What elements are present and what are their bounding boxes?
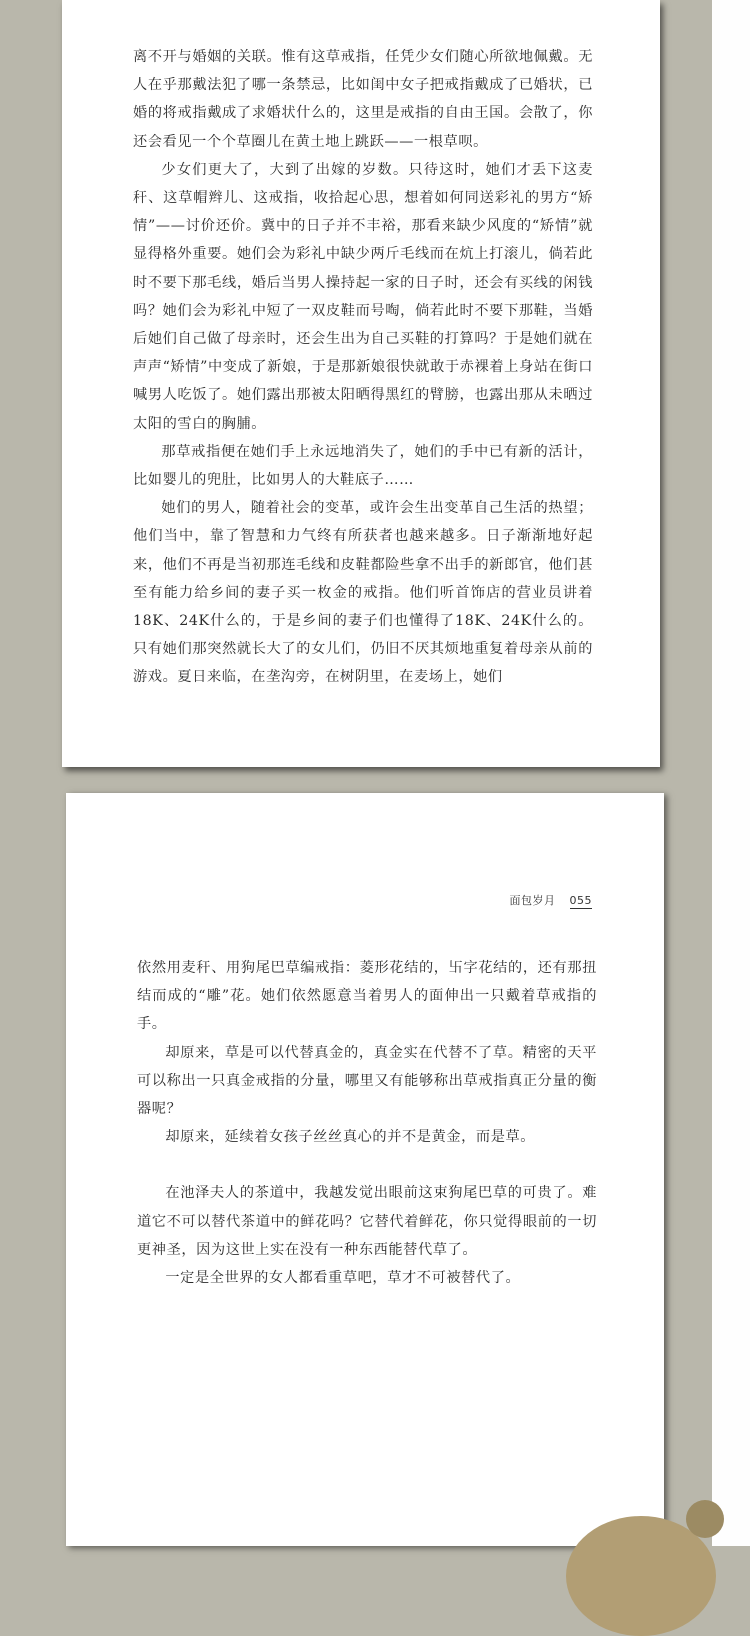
page-number: 055 (569, 894, 592, 907)
paragraph: 却原来，延续着女孩子丝丝真心的并不是黄金，而是草。 (165, 1129, 536, 1146)
paragraph: 一定是全世界的女人都看重草吧，草才不可被替代了。 (165, 1270, 521, 1287)
paragraph: 她们的男人，随着社会的变革，或许会生出变革自己生活的热望；他们当中，靠了智慧和力气终有所获者也越来越多。日子渐渐地好起来，他们不再是当初那连毛线和皮鞋都险些拿不出手的新郎官，他们甚至有能力给乡间的妻子买一枚金的戒指。他们听首饰店的营业员讲着18K、24K什么的，于是乡间的妻子们也懂得了18K、24K什么的。只有她们那突然就长大了的女儿们，仍旧不厌其烦地重复着母亲从前的游戏。夏日来临，在垄沟旁，在树阴里，在麦场上，她们 (133, 500, 593, 686)
page-body-text (137, 954, 597, 1292)
book-page-lower (66, 793, 664, 1546)
right-margin-strip (712, 0, 750, 1546)
paragraph: 在池泽夫人的茶道中，我越发觉出眼前这束狗尾巴草的可贵了。难道它不可以替代茶道中的鲜花吗？它替代着鲜花，你只觉得眼前的一切更神圣，因为这世上实在没有一种东西能替代草了。 (137, 1185, 597, 1258)
page-body-text (133, 43, 593, 692)
running-header (510, 892, 593, 908)
paragraph: 离不开与婚姻的关联。惟有这草戒指，任凭少女们随心所欲地佩戴。无人在乎那戴法犯了哪一条禁忌，比如闺中女子把戒指戴成了已婚状，已婚的将戒指戴成了求婚状什么的，这里是戒指的自由王国。会散了，你还会看见一个个草圈儿在黄土地上跳跃——一根草呗。 (133, 49, 593, 150)
paragraph: 少女们更大了，大到了出嫁的岁数。只待这时，她们才丢下这麦秆、这草帽辫儿、这戒指，收拾起心思，想着如何同送彩礼的男方“矫情”——讨价还价。冀中的日子并不丰裕，那看来缺少风度的“矫情”就显得格外重要。她们会为彩礼中缺少两斤毛线而在炕上打滚儿，倘若此时不要下那毛线，婚后当男人操持起一家的日子时，还会有买线的闲钱吗？她们会为彩礼中短了一双皮鞋而号啕，倘若此时不要下那鞋，当婚后她们自己做了母亲时，还会生出为自己买鞋的打算吗？于是她们就在声声“矫情”中变成了新娘，于是那新娘很快就敢于赤裸着上身站在街口喊男人吃饭了。她们露出那被太阳晒得黑红的臂膀，也露出那从未晒过太阳的雪白的胸脯。 (133, 161, 593, 432)
paragraph: 依然用麦秆、用狗尾巴草编戒指：菱形花结的，卐字花结的，还有那扭结而成的“雕”花。她们依然愿意当着男人的面伸出一只戴着草戒指的手。 (137, 960, 597, 1033)
paragraph: 那草戒指便在她们手上永远地消失了，她们的手中已有新的活计，比如婴儿的兜肚，比如男人的大鞋底子…… (133, 443, 593, 489)
book-page-upper (62, 0, 660, 767)
decorative-circle-small (686, 1500, 724, 1538)
paragraph: 却原来，草是可以代替真金的，真金实在代替不了草。精密的天平可以称出一只真金戒指的分量，哪里又有能够称出草戒指真正分量的衡器呢？ (137, 1044, 597, 1118)
running-title: 面包岁月 (509, 894, 556, 907)
